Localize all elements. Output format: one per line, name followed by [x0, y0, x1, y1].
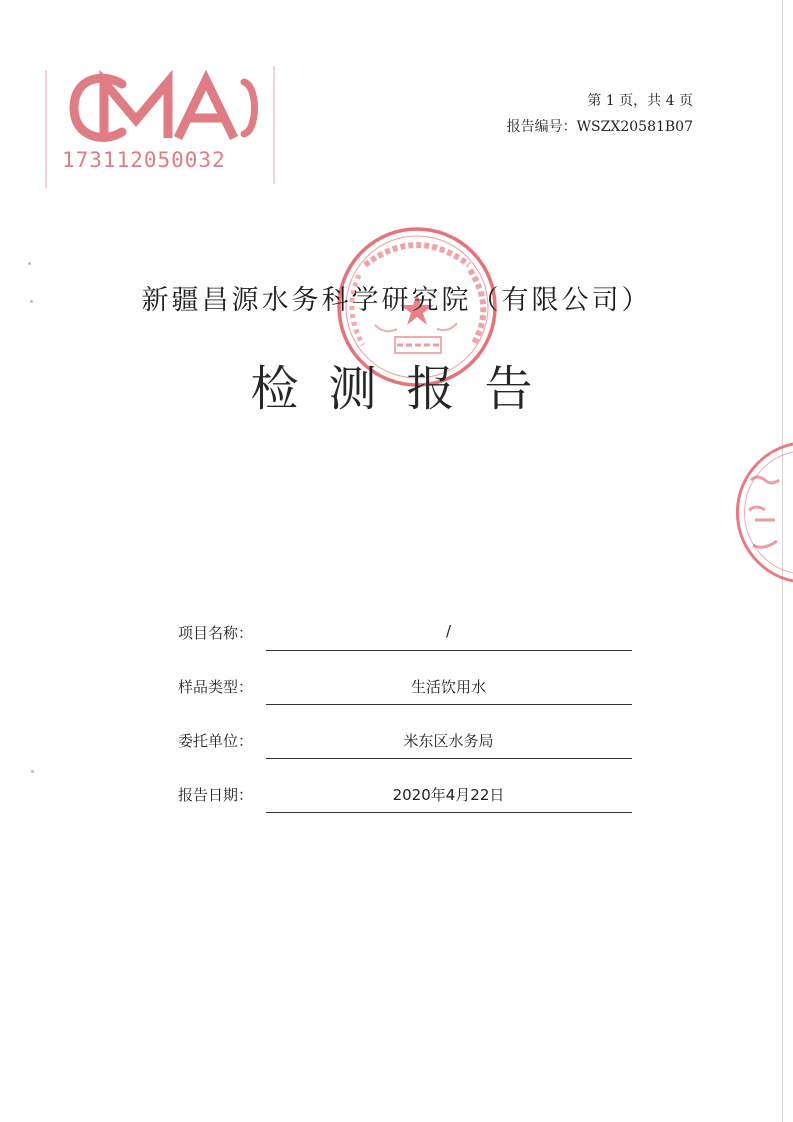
field-label: 样品类型： [178, 678, 254, 696]
report-number-value: WSZX20581B07 [576, 119, 693, 135]
cma-seal-graphic [44, 60, 276, 192]
scan-speck [28, 262, 31, 265]
field-project-name [178, 622, 638, 654]
field-report-date [178, 784, 638, 816]
report-number [507, 116, 693, 136]
cma-number: 173112050032 [62, 148, 226, 172]
page-indicator: 第 1 页，共 4 页 [587, 93, 693, 109]
scan-speck [31, 770, 34, 773]
report-number-label: 报告编号： [506, 119, 577, 135]
report-title: 检测报告 [250, 361, 563, 417]
field-value: 2020年4月22日 [392, 786, 505, 804]
field-underline [266, 650, 632, 651]
field-underline [266, 812, 632, 813]
company-name: 新疆昌源水务科学研究院（有限公司） [141, 285, 652, 316]
field-sample-type [178, 676, 638, 708]
field-label: 委托单位： [178, 732, 254, 750]
field-value: 米东区水务局 [403, 732, 494, 750]
field-label: 项目名称： [178, 624, 254, 642]
field-underline [266, 704, 632, 705]
field-value: / [445, 622, 452, 640]
field-value: 生活饮用水 [410, 678, 486, 696]
field-label: 报告日期： [178, 786, 254, 804]
field-client [178, 730, 638, 762]
field-underline [266, 758, 632, 759]
partial-seam-stamp [733, 440, 793, 585]
partial-seam-stamp-graphic [733, 440, 793, 585]
cma-seal [44, 60, 276, 192]
